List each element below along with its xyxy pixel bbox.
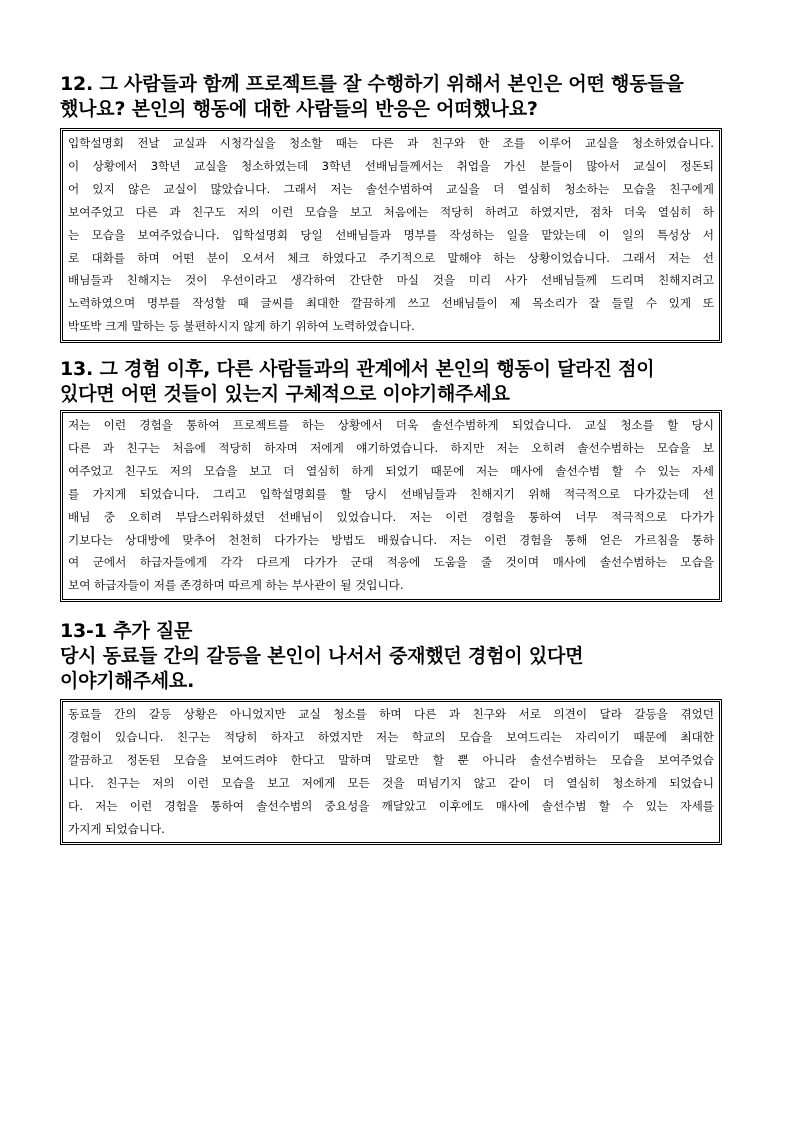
answer-line: 다른 과 친구는 처음에 적당히 하자며 저에게 얘기하였습니다. 하지만 저는 오히려 솔선수범하는 모습을 보 [68,440,714,455]
answer-line: 깔끔하고 정돈된 모습을 보여드려야 한다고 말하며 말로만 할 뿐 아니라 솔선수범하는 모습을 보여주었습 [68,752,714,767]
question-title-line: 이야기해주세요. [60,670,195,692]
question-13-1-answer-box [60,699,722,845]
answer-line: 가지게 되었습니다. [68,821,165,836]
answer-line: 박또박 크게 말하는 등 불편하시지 않게 하기 위하여 노력하였습니다. [68,319,415,334]
answer-line: 배님 중 오히려 부담스러워하셨던 선배님이 있었습니다. 저는 이런 경험을 통하여 너무 적극적으로 다가가 [68,509,714,524]
answer-line: 저는 이런 경험을 통하여 프로젝트를 하는 상황에서 더욱 솔선수범하게 되었습니다. 교실 청소를 할 당시 [68,418,714,432]
answer-line: 여주었고 친구도 저의 모습을 보고 더 열심히 하게 되었기 때문에 저는 매사에 솔선수범 할 수 있는 자세 [68,463,714,478]
question-12-section [60,72,722,343]
question-13-title [60,357,722,407]
answer-line: 보여주었고 다른 과 친구도 저의 이런 모습을 보고 처음에는 적당히 하려고 하였지만, 점차 더욱 열심히 하 [68,204,714,219]
question-13-answer-box [60,410,722,602]
answer-line: 기보다는 상대방에 맞추어 천천히 다가가는 방법도 배웠습니다. 저는 이런 경험을 통해 얻은 가르침을 통하 [68,532,714,547]
question-title-line: 있다면 어떤 것들이 있는지 구체적으로 이야기해주세요 [60,383,510,405]
answer-line: 어 있지 않은 교실이 많았습니다. 그래서 저는 솔선수범하여 교실을 더 열심히 청소하는 모습을 친구에게 [68,181,714,196]
answer-line: 입학설명회 전날 교실과 시청각실을 청소할 때는 다른 과 친구와 한 조를 이루어 교실을 청소하였습니다. [68,136,714,150]
answer-line: 보여 하급자들이 저를 존경하며 따르게 하는 부사관이 될 것입니다. [68,578,404,593]
question-title-line: 당시 동료들 간의 갈등을 본인이 나서서 중재했던 경험이 있다면 [60,645,584,667]
answer-line: 는 모습을 보여주었습니다. 입학설명회 당일 선배님들과 명부를 작성하는 일을 맡았는데 이 일의 특성상 서 [68,227,714,242]
question-title-line: 했나요? 본인의 행동에 대한 사람들의 반응은 어떠했나요? [60,98,538,120]
answer-line: 를 가지게 되었습니다. 그리고 입학설명회를 할 당시 선배님들과 친해지기 위해 적극적으로 다가갔는데 선 [68,486,714,501]
answer-line: 동료들 간의 갈등 상황은 아니었지만 교실 청소를 하며 다른 과 친구와 서로 의견이 달라 갈등을 겪었던 [68,707,714,721]
question-12-answer-box [60,128,722,343]
answer-line: 이 상황에서 3학년 교실을 청소하였는데 3학년 선배님들께서는 취업을 가신 분들이 많아서 교실이 정돈되 [68,158,714,173]
answer-line: 경험이 있습니다. 친구는 적당히 하자고 하였지만 저는 학교의 모습을 보여드리는 자리이기 때문에 최대한 [68,729,714,744]
question-12-title [60,72,722,122]
answer-line: 니다. 친구는 저의 이런 모습을 보고 저에게 모든 것을 떠넘기지 않고 같이 더 열심히 청소하게 되었습니 [68,775,714,790]
question-title-line: 13-1 추가 질문 [60,620,193,642]
question-13-section [60,357,722,602]
question-13-1-section [60,619,722,845]
answer-line: 다. 저는 이런 경험을 통하여 솔선수범의 중요성을 깨달았고 이후에도 매사에 솔선수범 할 수 있는 자세를 [68,798,714,813]
question-13-1-title [60,619,722,694]
answer-line: 여 군에서 하급자들에게 각각 다르게 다가가 군대 적응에 도움을 줄 것이며 매사에 솔선수범하는 모습을 [68,555,714,570]
answer-line: 로 대화를 하며 어떤 분이 오셔서 체크 하였다고 주기적으로 말해야 하는 상황이었습니다. 그래서 저는 선 [68,250,714,265]
question-title-line: 12. 그 사람들과 함께 프로젝트를 잘 수행하기 위해서 본인은 어떤 행동들을 [60,73,684,95]
question-title-line: 13. 그 경험 이후, 다른 사람들과의 관계에서 본인의 행동이 달라진 점이 [60,358,655,380]
answer-line: 노력하였으며 명부를 작성할 때 글씨를 최대한 깔끔하게 쓰고 선배님들이 제 목소리가 잘 들릴 수 있게 또 [68,296,714,311]
answer-line: 배님들과 친해지는 것이 우선이라고 생각하여 간단한 마실 것을 미리 사가 선배님들께 드리며 친해지려고 [68,273,714,288]
